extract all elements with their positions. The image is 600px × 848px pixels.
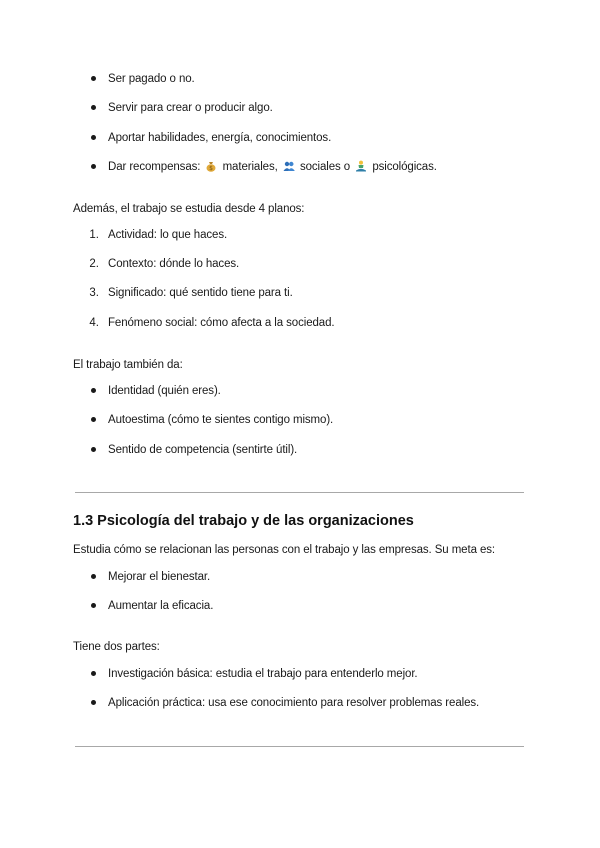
recompensas-sociales: sociales o: [299, 161, 351, 173]
bullet: [91, 700, 96, 705]
paragraph: Además, el trabajo se estudia desde 4 planos:: [73, 203, 305, 215]
bullet: [91, 603, 96, 608]
list-item: Fenómeno social: cómo afecta a la sociedad.: [108, 317, 335, 329]
recompensas-psicologicas: psicológicas.: [372, 161, 437, 173]
people-icon: [283, 160, 295, 172]
list-item: Investigación básica: estudia el trabajo para entenderlo mejor.: [108, 668, 418, 680]
list-item-recompensas: [108, 160, 437, 174]
paragraph: Estudia cómo se relacionan las personas con el trabajo y las empresas. Su meta es:: [73, 544, 495, 556]
bullet: [91, 164, 96, 169]
bullet: [91, 105, 96, 110]
bullet: [91, 417, 96, 422]
bullet: [91, 76, 96, 81]
list-item: Actividad: lo que haces.: [108, 229, 228, 241]
list-item: Sentido de competencia (sentirte útil).: [108, 444, 298, 456]
paragraph: Tiene dos partes:: [73, 641, 160, 653]
person-meditating-icon: [355, 160, 367, 172]
list-item: Aportar habilidades, energía, conocimientos.: [108, 132, 332, 144]
list-item: Servir para crear o producir algo.: [108, 102, 273, 114]
list-item: Aplicación práctica: usa ese conocimiento para resolver problemas reales.: [108, 697, 480, 709]
recompensas-prefix: Dar recompensas:: [108, 161, 201, 173]
bullet: [91, 574, 96, 579]
bullet: [91, 388, 96, 393]
money-bag-icon: [205, 160, 217, 172]
list-item: Ser pagado o no.: [108, 73, 195, 85]
bullet: [91, 671, 96, 676]
list-item: Contexto: dónde lo haces.: [108, 258, 240, 270]
list-number: 2.: [89, 258, 99, 270]
bullet: [91, 447, 96, 452]
list-number: 1.: [89, 229, 99, 241]
list-number: 3.: [89, 287, 99, 299]
bullet: [91, 135, 96, 140]
list-item: Identidad (quién eres).: [108, 385, 221, 397]
list-item: Mejorar el bienestar.: [108, 571, 211, 583]
list-item: Aumentar la eficacia.: [108, 600, 214, 612]
recompensas-materiales: materiales,: [222, 161, 278, 173]
svg-text:$: $: [209, 165, 214, 172]
paragraph: El trabajo también da:: [73, 359, 183, 371]
horizontal-rule: [75, 492, 524, 493]
list-number: 4.: [89, 317, 99, 329]
list-item: Autoestima (cómo te sientes contigo mismo).: [108, 414, 334, 426]
list-item: Significado: qué sentido tiene para ti.: [108, 287, 293, 299]
horizontal-rule: [75, 746, 524, 747]
section-title: 1.3 Psicología del trabajo y de las organizaciones: [73, 513, 414, 529]
